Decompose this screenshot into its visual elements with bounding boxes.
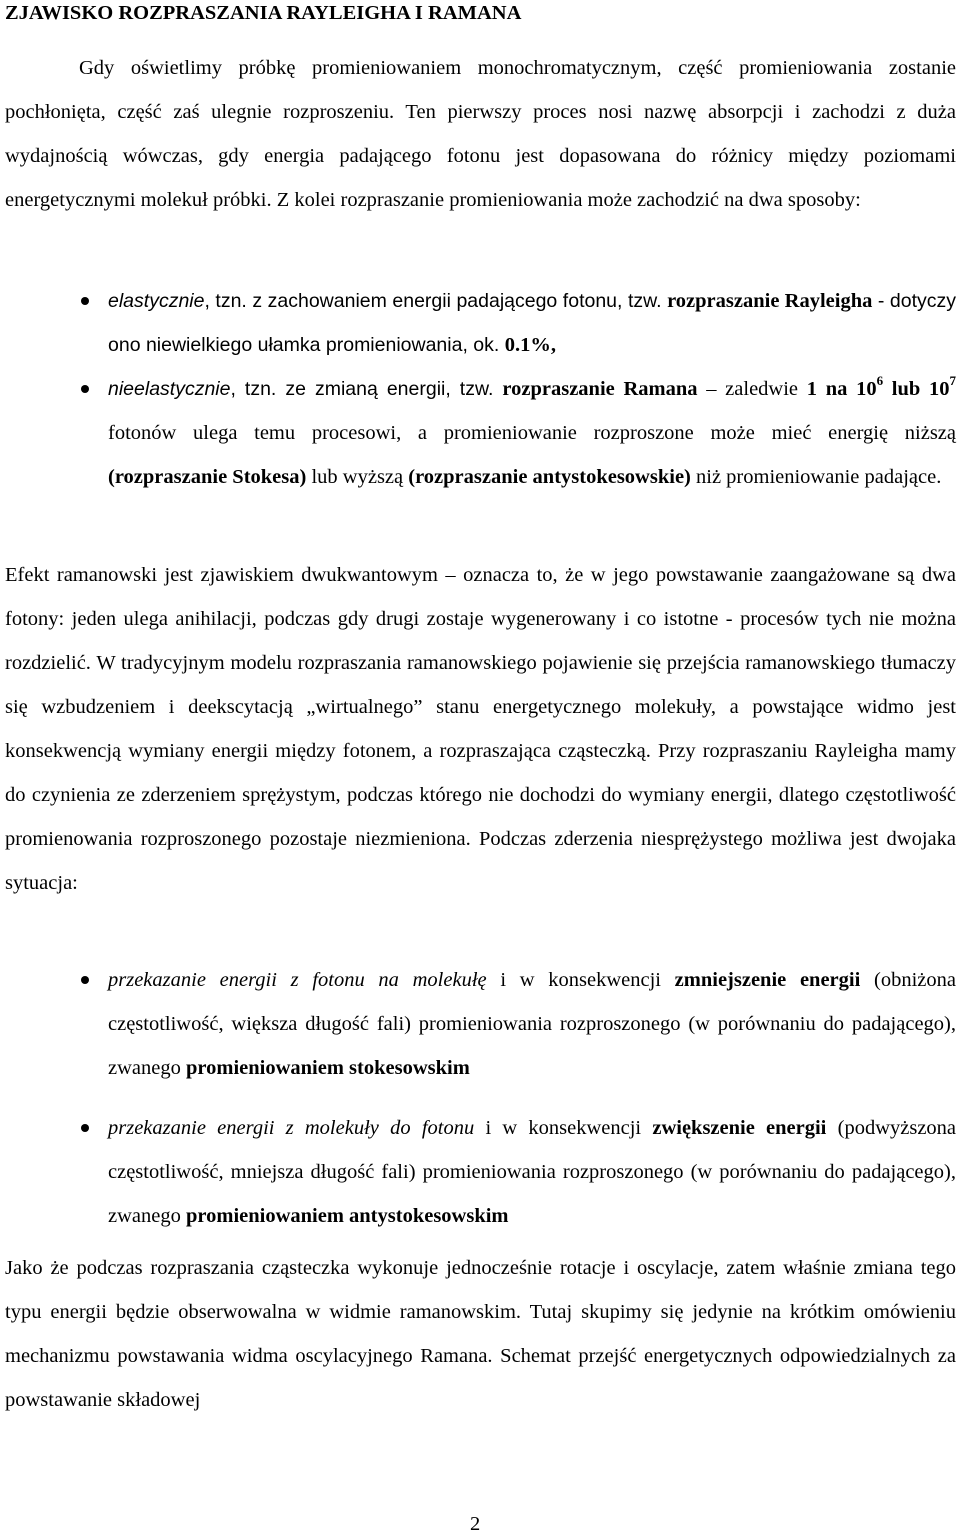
text: – zaledwie bbox=[697, 378, 807, 400]
ratio-a: 1 na 10 bbox=[806, 378, 877, 400]
bullet-icon bbox=[81, 1124, 89, 1132]
text: - dotyczy ono niewielkiego ułamka promieniowania, ok. bbox=[108, 290, 957, 356]
term-rayleigh: rozpraszanie Rayleigha bbox=[667, 290, 873, 312]
term-elastic: elastycznie bbox=[108, 290, 205, 312]
list-item-molecule-to-photon bbox=[5, 1106, 956, 1238]
list-spacer bbox=[5, 1090, 956, 1106]
text: fotonów ulega temu procesowi, a promieniowanie rozproszone może mieć energię niższą bbox=[108, 422, 956, 444]
text: i w konsekwencji bbox=[474, 1117, 653, 1139]
term-photon-to-molecule: przekazanie energii z fotonu na molekułę bbox=[108, 969, 487, 991]
list-item-elastic bbox=[5, 279, 956, 367]
raman-effect-paragraph: Efekt ramanowski jest zjawiskiem dwukwantowym – oznacza to, że w jego powstawanie zaangażowane są dwa fotony: jeden ulega anihilacji, podczas gdy drugi zostaje wygenerowany i co istotne - procesów tych nie można rozdzielić. W tradycyjnym modelu rozpraszania ramanowskiego pojawienie się przejścia ramanowskiego tłumaczy się wzbudzeniem i deekscytacją „wirtualnego” stanu energetycznego molekuły, a powstające widmo jest konsekwencją wymiany energii między fotonem, a rozpraszająca cząsteczką. Przy rozpraszaniu Rayleigha mamy do czynienia ze zderzeniem sprężystym, podczas którego nie dochodzi do wymiany energii, dlatego częstotliwość promienowania rozproszonego pozostaje niezmieniona. Podczas zderzenia niesprężystego możliwa jest dwojaka sytuacja: bbox=[5, 564, 956, 894]
text: niż promieniowanie padające. bbox=[690, 466, 942, 488]
term-antistokes: (rozpraszanie antystokesowskie) bbox=[408, 466, 691, 488]
term-energy-decrease: zmniejszenie energii bbox=[674, 969, 861, 991]
term-molecule-to-photon: przekazanie energii z molekuły do fotonu bbox=[108, 1117, 475, 1139]
closing-section bbox=[5, 1246, 956, 1422]
ratio-b: lub 10 bbox=[883, 378, 950, 400]
term-antistokes-radiation: promieniowaniem antystokesowskim bbox=[185, 1205, 509, 1227]
term-stokes-radiation: promieniowaniem stokesowskim bbox=[185, 1057, 470, 1079]
bullet-icon bbox=[81, 385, 89, 393]
text: i w konsekwencji bbox=[486, 969, 675, 991]
list-item-photon-to-molecule bbox=[5, 958, 956, 1090]
closing-paragraph: Jako że podczas rozpraszania cząsteczka wykonuje jednocześnie rotacje i oscylacje, zatem właśnie zmiana tego typu energii będzie obserwowalna w widmie ramanowskim. Tutaj skupimy się jedynie na krótkim omówieniu mechanizmu powstawania widma oscylacyjnego Ramana. Schemat przejść energetycznych odpowiedzialnych za powstawanie składowej bbox=[5, 1257, 956, 1411]
scattering-types-list bbox=[5, 279, 956, 499]
page-number: 2 bbox=[470, 1513, 481, 1535]
inelastic-cases-list bbox=[5, 958, 956, 1238]
bullet-icon bbox=[81, 297, 89, 305]
page-title: ZJAWISKO ROZPRASZANIA RAYLEIGHA I RAMANA bbox=[5, 2, 522, 24]
intro-paragraph: Gdy oświetlimy próbkę promieniowaniem monochromatycznym, część promieniowania zostanie pochłonięta, część zaś ulegnie rozproszeniu. Ten pierwszy proces nosi nazwę absorpcji i zachodzi z duża wydajnością wówczas, gdy energia padającego fotonu jest dopasowana do różnicy między poziomami energetycznymi molekuł próbki. Z kolei rozpraszanie promieniowania może zachodzić na dwa sposoby: bbox=[5, 57, 956, 211]
term-inelastic: nieelastycznie bbox=[108, 378, 231, 400]
term-raman: rozpraszanie Ramana bbox=[502, 378, 698, 400]
term-energy-increase: zwiększenie energii bbox=[652, 1117, 827, 1139]
text: lub wyższą bbox=[306, 466, 409, 488]
raman-effect-section bbox=[5, 553, 956, 905]
text: , tzn. ze zmianą energii, tzw. bbox=[230, 378, 503, 400]
exponent-7: 7 bbox=[949, 373, 957, 389]
bullet-icon bbox=[81, 976, 89, 984]
text: (obniżona częstotliwość, większa długość fali) promieniowania rozproszonego (w porównaniu do padającego), zwanego bbox=[108, 969, 956, 1079]
value-percent: 0.1%, bbox=[504, 334, 556, 356]
text: (podwyższona częstotliwość, mniejsza długość fali) promieniowania rozproszonego (w porównaniu do padającego), zwanego bbox=[108, 1117, 957, 1227]
intro-section bbox=[5, 46, 956, 222]
term-stokes: (rozpraszanie Stokesa) bbox=[108, 466, 307, 488]
list-item-inelastic bbox=[5, 367, 956, 499]
text: , tzn. z zachowaniem energii padającego fotonu, tzw. bbox=[204, 290, 668, 312]
exponent-6: 6 bbox=[876, 373, 884, 389]
